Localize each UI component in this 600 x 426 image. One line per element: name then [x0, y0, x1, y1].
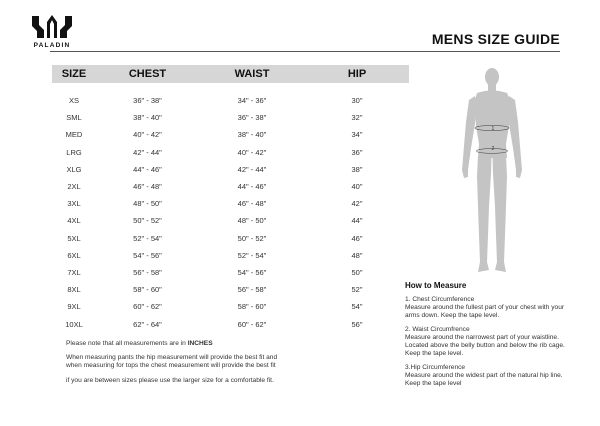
table-row — [52, 144, 409, 161]
chest-cell: 50" - 52" — [133, 216, 162, 226]
instruction-line: Measure around the narrowest part of your waistline. — [405, 334, 559, 341]
table-row — [52, 247, 409, 264]
chest-cell: 56" - 58" — [133, 267, 162, 277]
table-row — [52, 161, 409, 178]
waist-cell: 38" - 40" — [237, 130, 267, 140]
chest-cell: 52" - 54" — [133, 233, 162, 243]
size-cell: 5XL — [67, 233, 81, 243]
table-row — [52, 315, 409, 332]
chest-cell: 58" - 60" — [133, 285, 162, 295]
hip-cell: 56" — [351, 319, 363, 329]
male-silhouette-icon — [456, 66, 528, 276]
measurement-notes — [66, 340, 406, 391]
chest-cell: 44" - 46" — [133, 164, 162, 174]
chest-cell: 48" - 50" — [133, 199, 162, 209]
hip-cell: 36" — [351, 147, 363, 157]
hip-cell: 30" — [351, 96, 363, 106]
waist-instructions — [405, 326, 585, 358]
instruction-line: arms down. Keep the tape level. — [405, 312, 500, 319]
table-body — [52, 92, 409, 333]
size-cell: 6XL — [67, 250, 81, 260]
instruction-line: Keep the tape level. — [405, 350, 464, 357]
waist-cell: 58" - 60" — [237, 302, 267, 312]
chest-instructions — [405, 296, 585, 320]
hip-cell: 34" — [351, 130, 363, 140]
table-row — [52, 109, 409, 126]
how-to-measure — [405, 282, 585, 394]
instruction-line: Measure around the widest part of the natural hip line. — [405, 372, 563, 379]
chest-cell: 36" - 38" — [133, 96, 162, 106]
hip-cell: 46" — [351, 233, 363, 243]
fit-note-line2: when measuring for tops the chest measurement will provide the best fit — [66, 362, 276, 370]
units-note — [66, 340, 406, 348]
size-cell: 8XL — [67, 285, 81, 295]
hip-cell: 32" — [351, 113, 363, 123]
chest-cell: 46" - 48" — [133, 182, 162, 192]
size-cell: MED — [65, 130, 83, 140]
brand-name: PALADIN — [33, 42, 71, 49]
table-row — [52, 212, 409, 229]
waist-cell: 46" - 48" — [237, 199, 267, 209]
waist-cell: 34" - 36" — [237, 96, 267, 106]
table-row — [52, 298, 409, 315]
waist-cell: 52" - 54" — [237, 250, 267, 260]
size-cell: 3XL — [67, 199, 81, 209]
hip-cell: 40" — [351, 182, 363, 192]
waist-cell: 44" - 46" — [237, 182, 267, 192]
header-waist: WAIST — [199, 65, 305, 83]
size-cell: 4XL — [67, 216, 81, 226]
waist-cell: 36" - 38" — [237, 113, 267, 123]
hip-cell: 54" — [351, 302, 363, 312]
instruction-line: Measure around the fullest part of your chest with your — [405, 304, 565, 311]
hip-cell: 42" — [351, 199, 363, 209]
instruction-line: Located above the belly button and below the rib cage. — [405, 342, 565, 349]
hip-cell: 44" — [351, 216, 363, 226]
size-cell: XS — [68, 96, 79, 106]
hip-instructions-title: 3.Hip Circumference — [405, 364, 466, 371]
chest-cell: 38" - 40" — [133, 113, 162, 123]
size-cell: 10XL — [65, 319, 83, 329]
instruction-line: Keep the tape level — [405, 380, 462, 387]
table-row — [52, 264, 409, 281]
chest-cell: 62" - 64" — [133, 319, 162, 329]
size-cell: 2XL — [67, 182, 81, 192]
header-size: SIZE — [52, 65, 96, 83]
hip-cell: 52" — [351, 285, 363, 295]
chest-cell: 40" - 42" — [133, 130, 162, 140]
waist-cell: 50" - 52" — [237, 233, 267, 243]
size-cell: XLG — [66, 164, 82, 174]
between-sizes-note: if you are between sizes please use the larger size for a comfortable fit. — [66, 376, 274, 384]
waist-cell: 56" - 58" — [237, 285, 267, 295]
chest-instructions-title: 1. Chest Circumference — [405, 296, 475, 303]
waist-marker: 2 — [491, 146, 495, 152]
chest-marker: 1 — [491, 126, 495, 132]
waist-cell: 60" - 62" — [237, 319, 267, 329]
table-row — [52, 178, 409, 195]
fit-note-line1: When measuring pants the hip measurement will provide the best fit and — [66, 354, 278, 362]
header-hip: HIP — [305, 65, 409, 83]
table-row — [52, 92, 409, 109]
body-figure — [456, 66, 528, 276]
header-divider — [50, 51, 560, 52]
waist-cell: 54" - 56" — [237, 267, 267, 277]
brand-logo — [30, 14, 90, 52]
table-row — [52, 281, 409, 298]
hip-cell: 38" — [351, 164, 363, 174]
how-to-measure-heading: How to Measure — [405, 281, 467, 290]
size-cell: 9XL — [67, 302, 81, 312]
waist-cell: 40" - 42" — [237, 147, 267, 157]
hip-cell: 50" — [351, 267, 363, 277]
hip-instructions — [405, 364, 585, 388]
units-note-text: Please note that all measurements are in — [66, 340, 188, 347]
table-header-row — [52, 65, 409, 83]
paladin-logo-icon — [30, 14, 74, 40]
size-cell: SML — [66, 113, 82, 123]
size-table — [52, 65, 409, 333]
size-cell: LRG — [66, 147, 82, 157]
page-title: MENS SIZE GUIDE — [431, 31, 560, 47]
table-row — [52, 195, 409, 212]
hip-cell: 48" — [351, 250, 363, 260]
waist-cell: 42" - 44" — [237, 164, 267, 174]
chest-cell: 60" - 62" — [133, 302, 162, 312]
table-row — [52, 126, 409, 143]
waist-instructions-title: 2. Waist Circumfrence — [405, 326, 470, 333]
fit-note — [66, 354, 406, 370]
header-chest: CHEST — [96, 65, 199, 83]
chest-cell: 42" - 44" — [133, 147, 162, 157]
chest-cell: 54" - 56" — [133, 250, 162, 260]
size-cell: 7XL — [67, 267, 81, 277]
units-note-unit: INCHES — [187, 340, 213, 347]
waist-cell: 48" - 50" — [237, 216, 267, 226]
table-row — [52, 230, 409, 247]
